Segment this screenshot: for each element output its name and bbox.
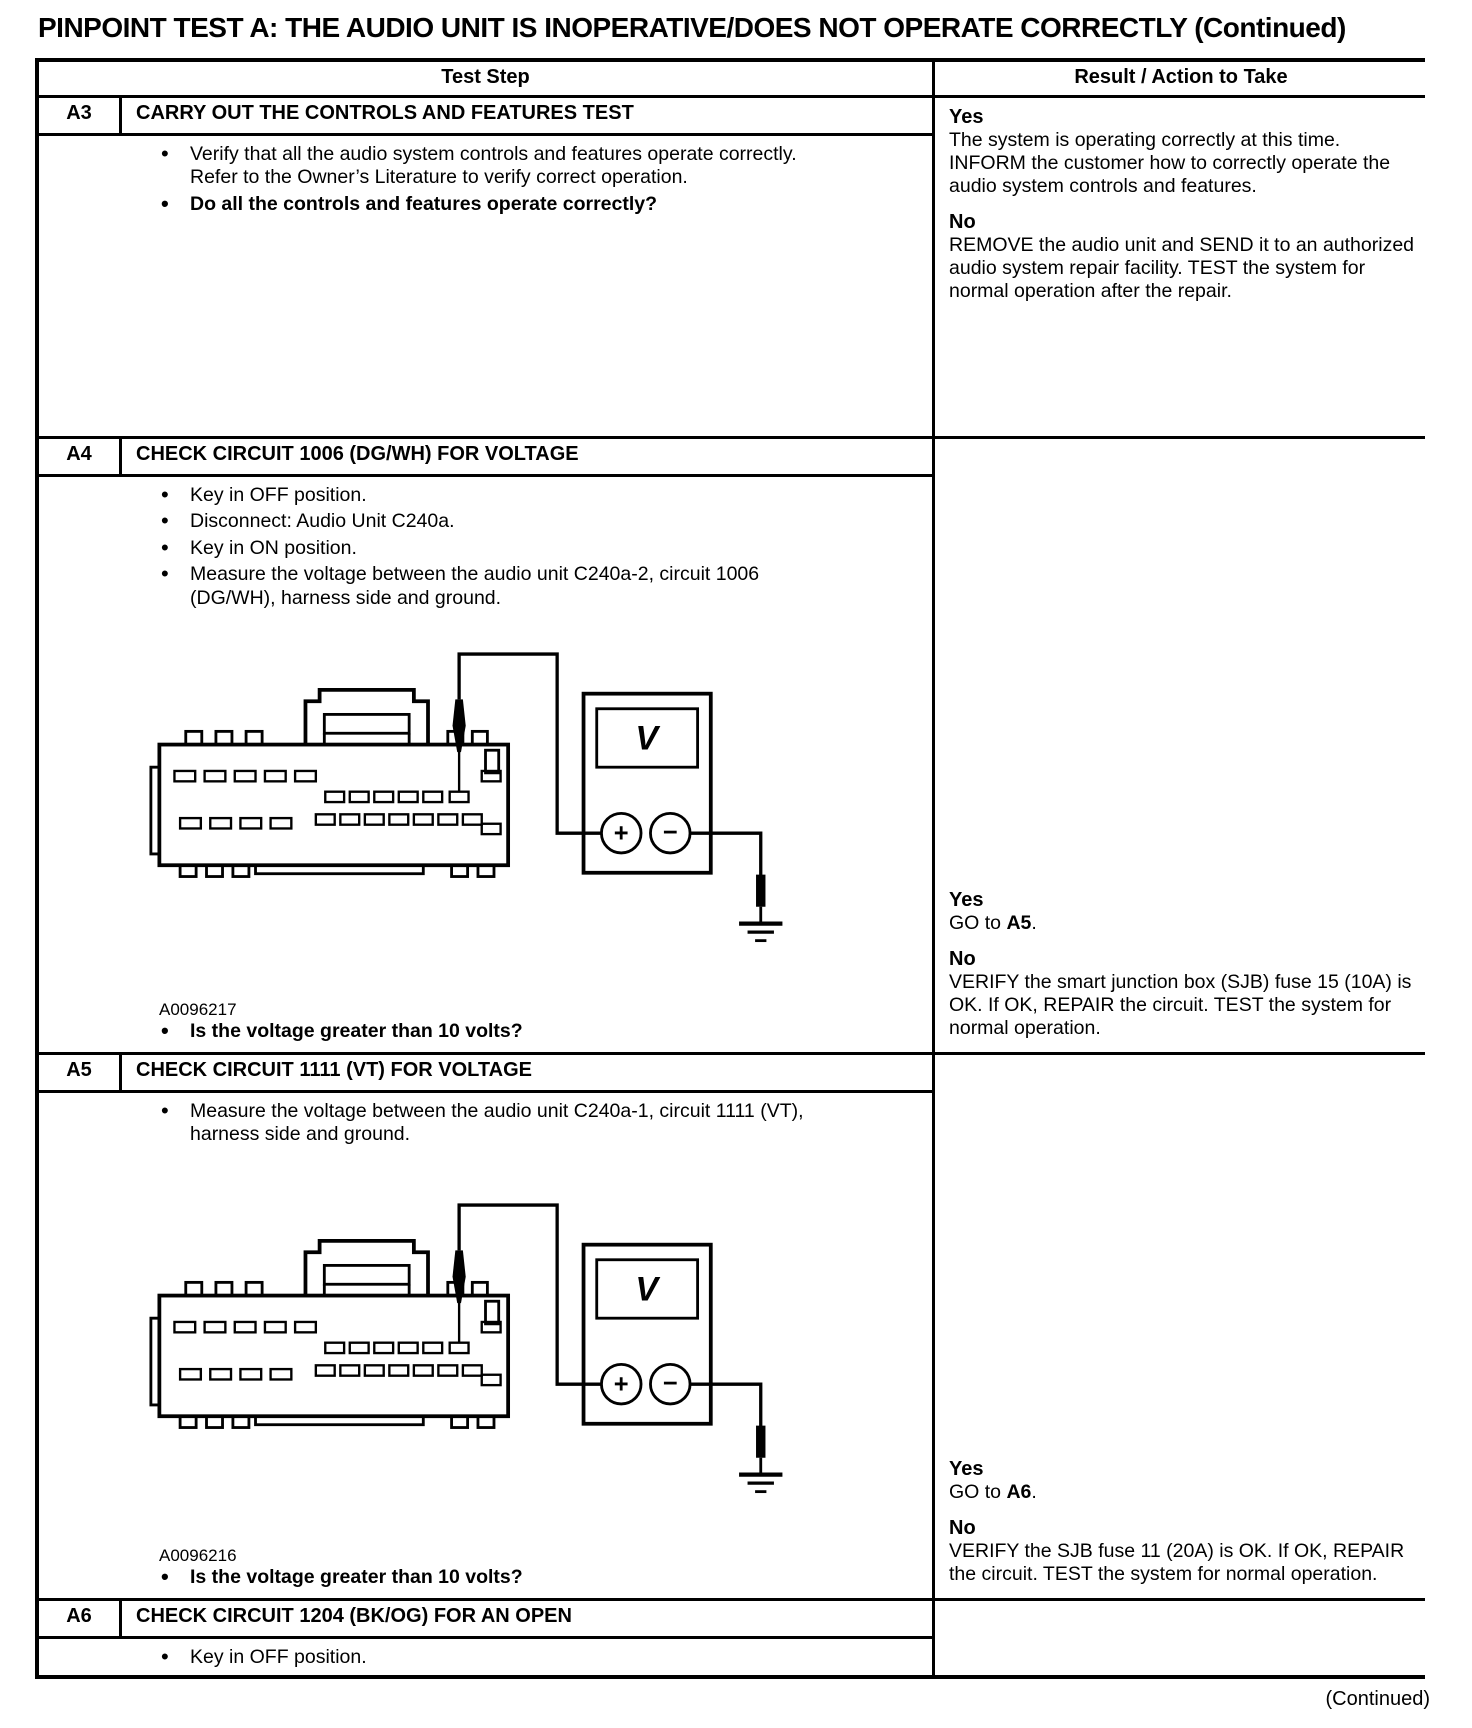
minus-terminal-label: − xyxy=(662,818,678,847)
result-yes-block xyxy=(949,106,1415,198)
step-title-a3: CARRY OUT THE CONTROLS AND FEATURES TEST xyxy=(122,98,932,133)
bullet-item: • Key in OFF position. xyxy=(157,1646,830,1669)
step-title-a4: CHECK CIRCUIT 1006 (DG/WH) FOR VOLTAGE xyxy=(122,439,932,474)
figure-a0096216 xyxy=(131,1190,791,1507)
result-cell-a5 xyxy=(935,1055,1427,1598)
result-cell-a6 xyxy=(935,1601,1427,1675)
continued-note: (Continued) xyxy=(1325,1688,1430,1710)
step-a5-question-list xyxy=(39,1566,918,1592)
column-header-result: Result / Action to Take xyxy=(935,62,1427,95)
figure-label: A0096217 xyxy=(159,999,237,1019)
step-id-a4: A4 xyxy=(39,439,119,474)
connector-pins xyxy=(174,771,500,834)
wiring-diagram xyxy=(131,639,791,951)
page-title: PINPOINT TEST A: THE AUDIO UNIT IS INOPERATIVE/DOES NOT OPERATE CORRECTLY (Continued) xyxy=(38,12,1346,43)
pinpoint-test-table xyxy=(35,58,1425,1679)
step-a3-bullet-list xyxy=(39,143,918,219)
result-yes-block xyxy=(949,1458,1415,1504)
result-yes-label: Yes xyxy=(949,1458,984,1480)
step-id-a3: A3 xyxy=(39,98,119,133)
step-content-a4 xyxy=(39,477,932,1052)
result-no-block xyxy=(949,1517,1415,1586)
result-yes-text: GO to A5. xyxy=(949,912,1037,934)
step-content-a5 xyxy=(39,1093,932,1598)
bullet-item: • Measure the voltage between the audio unit C240a-1, circuit 1111 (VT), harness side and ground. xyxy=(157,1100,830,1147)
result-cell-a4 xyxy=(935,439,1427,1052)
step-question: • Is the voltage greater than 10 volts? xyxy=(157,1566,830,1589)
result-no-text: VERIFY the smart junction box (SJB) fuse 15 (10A) is OK. If OK, REPAIR the circuit. TEST the system for normal operation. xyxy=(949,971,1412,1039)
result-yes-block xyxy=(949,889,1415,935)
result-no-block xyxy=(949,211,1415,303)
ground-lead xyxy=(690,1384,782,1491)
step-id-a5: A5 xyxy=(39,1055,119,1090)
bullet-item: • Disconnect: Audio Unit C240a. xyxy=(157,510,830,533)
connector-pins xyxy=(174,1322,500,1385)
bullet-item: • Key in OFF position. xyxy=(157,484,830,507)
ground-symbol-icon xyxy=(739,924,782,941)
result-no-label: No xyxy=(949,1517,976,1539)
bullet-item: • Verify that all the audio system controls and features operate correctly. Refer to the Owner’s Literature to verify correct operation. xyxy=(157,143,830,190)
minus-terminal-label: − xyxy=(662,1369,678,1398)
step-a6-bullet-list xyxy=(39,1646,918,1672)
plus-terminal-label: + xyxy=(613,819,629,848)
result-no-block xyxy=(949,948,1415,1040)
figure-label: A0096216 xyxy=(159,1545,237,1565)
step-a5-bullet-list xyxy=(39,1100,918,1150)
ground-lead xyxy=(690,833,782,940)
result-no-label: No xyxy=(949,211,976,233)
result-yes-text: The system is operating correctly at this time. INFORM the customer how to correctly operate the audio system controls and features. xyxy=(949,129,1391,197)
step-id-a6: A6 xyxy=(39,1601,119,1636)
wiring-diagram xyxy=(131,1190,791,1502)
step-a4-question-list xyxy=(39,1020,918,1046)
voltmeter-v-label: V xyxy=(635,719,659,758)
voltmeter-drawing xyxy=(584,1244,711,1423)
figure-a0096217 xyxy=(131,639,791,956)
column-header-test-step: Test Step xyxy=(39,62,932,95)
result-yes-text: GO to A6. xyxy=(949,1481,1037,1503)
step-content-a3 xyxy=(39,136,932,436)
plus-terminal-label: + xyxy=(613,1370,629,1399)
voltmeter-drawing xyxy=(584,694,711,873)
result-no-label: No xyxy=(949,948,976,970)
step-title-a5: CHECK CIRCUIT 1111 (VT) FOR VOLTAGE xyxy=(122,1055,932,1090)
result-cell-a3 xyxy=(935,98,1427,436)
result-no-text: VERIFY the SJB fuse 11 (20A) is OK. If OK, REPAIR the circuit. TEST the system for normal operation. xyxy=(949,1540,1405,1585)
voltmeter-v-label: V xyxy=(635,1270,659,1309)
step-a4-bullet-list xyxy=(39,484,918,613)
goto-target: A6 xyxy=(1006,1481,1032,1503)
step-content-a6 xyxy=(39,1639,932,1675)
bullet-item: • Key in ON position. xyxy=(157,537,830,560)
step-title-a6: CHECK CIRCUIT 1204 (BK/OG) FOR AN OPEN xyxy=(122,1601,932,1636)
goto-target: A5 xyxy=(1006,912,1032,934)
result-no-text: REMOVE the audio unit and SEND it to an authorized audio system repair facility. TEST the system for normal operation after the repair. xyxy=(949,234,1415,302)
result-yes-label: Yes xyxy=(949,106,984,128)
step-question: • Do all the controls and features operate correctly? xyxy=(157,193,830,216)
step-question: • Is the voltage greater than 10 volts? xyxy=(157,1020,830,1043)
ground-symbol-icon xyxy=(739,1474,782,1491)
bullet-item: • Measure the voltage between the audio unit C240a-2, circuit 1006 (DG/WH), harness side and ground. xyxy=(157,563,830,610)
result-yes-label: Yes xyxy=(949,889,984,911)
